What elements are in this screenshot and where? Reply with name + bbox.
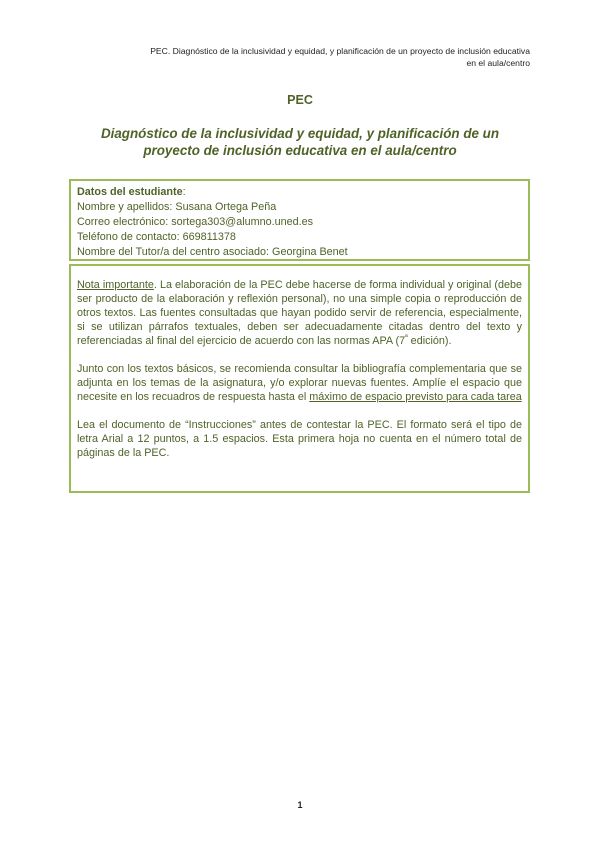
running-header — [60, 45, 530, 69]
student-data-heading: Datos del estudiante — [77, 186, 183, 198]
student-data-box — [69, 179, 530, 261]
student-name: Nombre y apellidos: Susana Ortega Peña — [77, 201, 277, 213]
document-label: PEC — [287, 93, 313, 107]
student-data-heading-row — [77, 185, 522, 200]
note-paragraph-1-end: edición). — [407, 335, 452, 347]
note-paragraph-2-text: Junto con los textos básicos, se recomienda consultar la bibliografía complementaria que se adjunta en los temas de la asignatura, y/o explorar nuevas fuentes. Amplíe el espacio que necesite en los recuadros de respuesta hasta el — [77, 363, 522, 403]
note-paragraph-2 — [77, 362, 522, 404]
student-tutor: Nombre del Tutor/a del centro asociado: Georgina Benet — [77, 246, 348, 258]
edition-superscript: ª — [405, 334, 408, 342]
important-notes-box — [69, 264, 530, 493]
note-paragraph-3: Lea el documento de “Instrucciones” antes de contestar la PEC. El formato será el tipo de letra Arial a 12 puntos, a 1.5 espacios. Esta primera hoja no cuenta en el número total de páginas de la PEC. — [77, 419, 522, 459]
document-title-line-2: proyecto de inclusión educativa en el aula/centro — [143, 143, 457, 158]
document-title — [70, 125, 530, 159]
student-data-heading-colon: : — [182, 186, 186, 198]
student-phone: Teléfono de contacto: 669811378 — [77, 231, 236, 243]
max-space-note: máximo de espacio previsto para cada tarea — [309, 391, 522, 403]
page-number: 1 — [297, 800, 303, 810]
document-title-line-1: Diagnóstico de la inclusividad y equidad, y planificación de un — [100, 126, 500, 141]
running-header-line-2: en el aula/centro — [466, 58, 530, 68]
note-paragraph-1-text: . La elaboración de la PEC debe hacerse de forma individual y original (debe ser producto de la elaboración y reflexión personal), no una simple copia o reproducción de otros textos. Las fuentes consultadas que hayan podido servir de referencia, especialmente, si se utilizan párrafos textuales, deben ser adecuadamente citadas dentro del texto y referenciadas al final del ejercicio de acuerdo con las normas APA (7 — [77, 279, 522, 347]
running-header-line-1: PEC. Diagnóstico de la inclusividad y equidad, y planificación de un proyecto de inclusión educativa — [150, 46, 530, 56]
student-email: Correo electrónico: sortega303@alumno.uned.es — [77, 216, 314, 228]
note-paragraph-1 — [77, 278, 522, 348]
important-note-label: Nota importante — [77, 279, 154, 291]
